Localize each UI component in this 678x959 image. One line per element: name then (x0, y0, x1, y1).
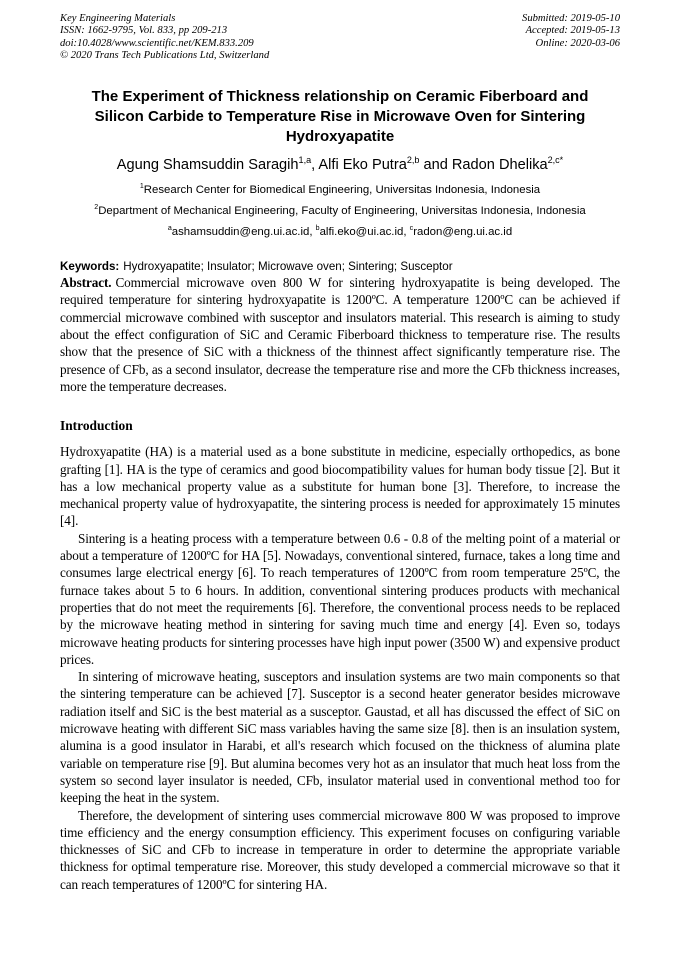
affiliation-superscript: 1 (139, 183, 144, 191)
affiliation-line (60, 204, 620, 218)
author-name: Agung Shamsuddin Saragih (116, 157, 299, 174)
paper-title-line: Hydroxyapatite (285, 128, 395, 146)
author-name: and Radon Dhelika (419, 157, 548, 174)
journal-info (60, 13, 269, 62)
abstract-paragraph (60, 274, 620, 395)
email-address: radon@eng.ui.ac.id (413, 226, 513, 239)
section-heading-introduction: Introduction (60, 418, 133, 434)
author-superscript: 2,c* (547, 155, 564, 166)
journal-title: Key Engineering Materials (60, 13, 176, 24)
intro-paragraph-4: Therefore, the development of sintering uses commercial microwave 800 W was proposed to improve time efficiency and the energy consumption efficiency. This experiment focuses on configuring variable thicknesses of SiC and CFb to increase in temperature in order to determine the appropriate variable thickness for optimal temperature rise. Moreover, this study developed a commercial microwave so that it can reach temperatures of 1200ºC for sintering HA. (60, 807, 620, 892)
submitted-date: Submitted: 2019-05-10 (522, 13, 620, 24)
intro-paragraph-1: Hydroxyapatite (HA) is a material used as a bone substitute in medicine, especially orthopedics, as bone grafting [1]. HA is the type of ceramics and good biocompatibility values for human body tissue [2]. But it has a low mechanical property value as a substitute for human bone [3]. Therefore, to increase the mechanical property value of hydroxyapatite, the sintering process is needed for approximately 15 minutes [4]. (60, 444, 620, 529)
author-superscript: 1,a (298, 155, 312, 166)
keywords-label: Keywords: (60, 260, 120, 274)
keywords-line (60, 260, 620, 274)
email-superscript: a (167, 225, 172, 233)
email-address: ashamsuddin@eng.ui.ac.id, (171, 226, 316, 239)
author-line (60, 156, 620, 174)
online-date: Online: 2020-03-06 (535, 37, 620, 49)
accepted-date: Accepted: 2019-05-13 (525, 25, 620, 37)
affiliation-line (60, 183, 620, 197)
author-superscript: 2,b (406, 155, 420, 166)
paper-title-line: Silicon Carbide to Temperature Rise in Microwave Oven for Sintering (94, 108, 586, 126)
email-line (60, 225, 620, 239)
email-address: alfi.eko@ui.ac.id, (319, 226, 410, 239)
keywords-text: Hydroxyapatite; Insulator; Microwave oven; Sintering; Susceptor (123, 260, 453, 274)
journal-doi-line: doi:10.4028/www.scientific.net/KEM.833.209 (60, 37, 254, 49)
author-name: , Alfi Eko Putra (311, 157, 407, 174)
intro-paragraph-3: In sintering of microwave heating, susceptors and insulation systems are two main components so that the sintering temperature can be achieved [7]. Susceptor is a second heater generator besides microwave radiation itself and SiC is the best material as a susceptor. Gaustad, et all has discussed the effect of SiC on microwave heating with different SiC mass variables having the same size [8]. then is an insulation system, alumina is a good insulator in Harabi, et all's research which focused on the thickness of alumina plate variable on temperature rise [9]. But alumina becomes very hot as an insulator that much heat loss from the system so second layer insulator is needed, CFb, insulator material used in conventional method too for keeping the heat in the system. (60, 669, 620, 806)
submission-dates (522, 13, 620, 62)
affiliation-text: Research Center for Biomedical Engineering, Universitas Indonesia, Indonesia (143, 184, 541, 197)
paper-title-line: The Experiment of Thickness relationship on Ceramic Fiberboard and (91, 88, 589, 106)
journal-copyright-line: © 2020 Trans Tech Publications Ltd, Switzerland (60, 49, 270, 61)
affiliation-superscript: 2 (94, 204, 99, 212)
abstract-label: Abstract. (60, 275, 112, 291)
paper-title (60, 87, 620, 147)
journal-issn-line: ISSN: 1662-9795, Vol. 833, pp 209-213 (60, 25, 228, 37)
journal-header (60, 13, 620, 62)
abstract-text: Commercial microwave oven 800 W for sintering hydroxyapatite is being developed. The required temperature for sintering hydroxyapatite is 1200ºC. A temperature 1200ºC can be achieved if commercial microwave combined with susceptor and insulators material. This research is aiming to study about the effect configuration of SiC and Ceramic Fiberboard thickness to temperature rise. The results show that the presence of SiC with a thickness of the thinnest affect significantly temperature rise. The presence of CFb, as a second insulator, decrease the temperature rise and more the CFb thickness increases, more the temperature decreases. (60, 275, 620, 394)
affiliation-text: Department of Mechanical Engineering, Faculty of Engineering, Universitas Indonesia, Indonesia (98, 205, 586, 218)
email-superscript: c (409, 225, 414, 233)
intro-paragraph-2: Sintering is a heating process with a temperature between 0.6 - 0.8 of the melting point of a material or about a temperature of 1200ºC for HA [5]. Nowadays, conventional sintered, furnace, takes a long time and consumes large electrical energy [6]. To reach temperatures of 1200ºC from room temperature 25ºC, the furnace takes about 5 to 6 hours. In addition, conventional sintering produces products with mechanical properties that do not meet the requirements [6]. Therefore, the conventional process needs to be replaced by the microwave heating method in sintering for saving much time and energy [4]. Even so, todays microwave heating products for sintering processes have high input power (3500 W) and expensive product prices. (60, 530, 620, 667)
email-superscript: b (315, 225, 320, 233)
